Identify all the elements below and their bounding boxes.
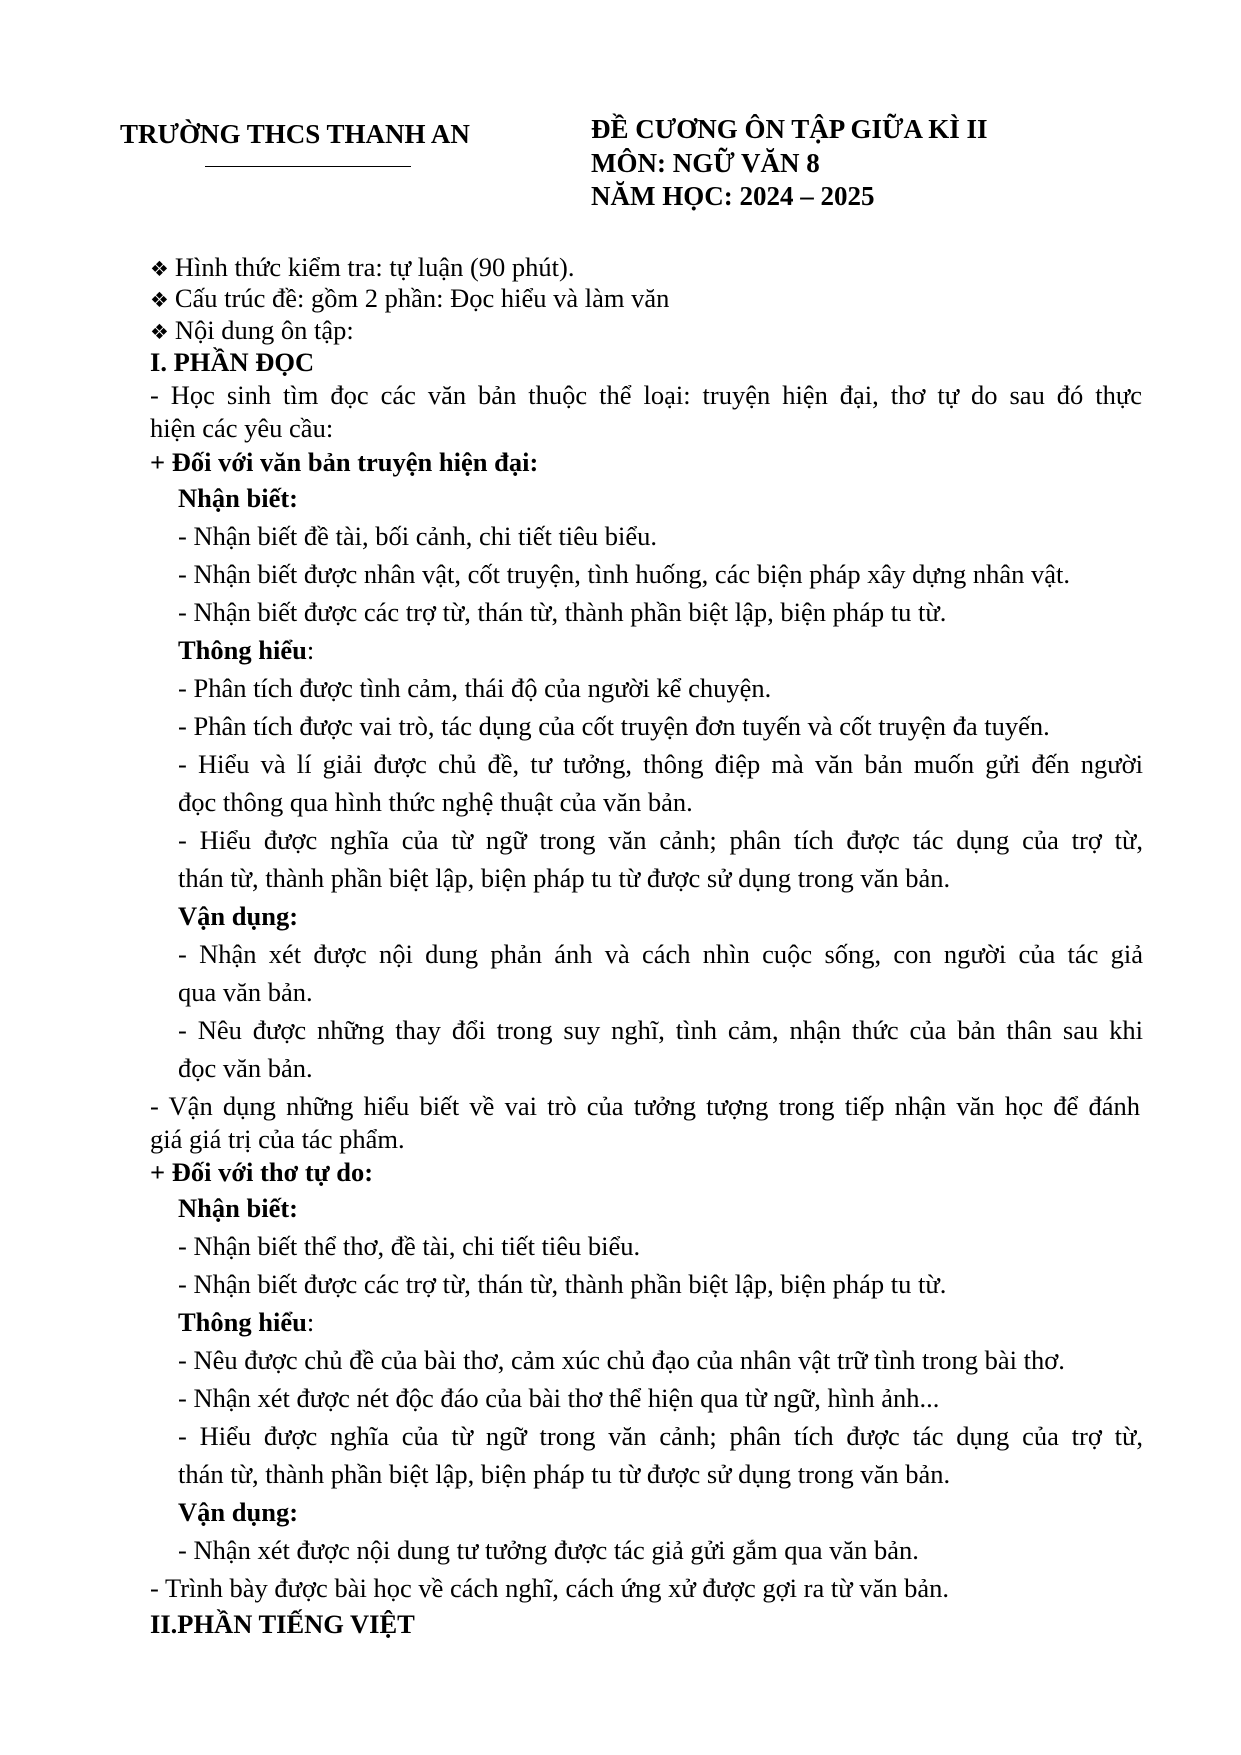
list-item: - Nêu được những thay đổi trong suy nghĩ, tình cảm, nhận thức của bản thân sau khi (178, 1015, 1143, 1045)
list-item: - Hiểu được nghĩa của từ ngữ trong văn cảnh; phân tích được tác dụng của trợ từ, (178, 825, 1143, 855)
subsection-heading: + Đối với văn bản truyện hiện đại: (150, 447, 539, 477)
list-item: - Nhận xét được nội dung phản ánh và cách nhìn cuộc sống, con người của tác giả (178, 939, 1143, 969)
level-heading: Thông hiểu: (178, 635, 315, 665)
paragraph-line: hiện các yêu cầu: (150, 413, 334, 443)
list-item: - Phân tích được tình cảm, thái độ của người kể chuyện. (178, 673, 772, 703)
list-item: - Nhận biết được các trợ từ, thán từ, thành phần biệt lập, biện pháp tu từ. (178, 597, 947, 627)
intro-item: ❖ Hình thức kiểm tra: tự luận (90 phút). (150, 252, 575, 282)
list-item: - Nhận xét được nét độc đáo của bài thơ thể hiện qua từ ngữ, hình ảnh... (178, 1383, 940, 1413)
list-item-continuation: đọc văn bản. (178, 1053, 313, 1083)
section-heading: II.PHẦN TIẾNG VIỆT (150, 1609, 415, 1639)
diamond-bullet-icon: ❖ (150, 288, 169, 312)
diamond-bullet-icon: ❖ (150, 257, 169, 281)
intro-item: ❖ Cấu trúc đề: gồm 2 phần: Đọc hiểu và làm văn (150, 283, 670, 313)
level-heading: Thông hiểu: (178, 1307, 315, 1337)
school-underline (205, 166, 411, 167)
paragraph-line: - Học sinh tìm đọc các văn bản thuộc thể loại: truyện hiện đại, thơ tự do sau đó thực (150, 380, 1142, 410)
list-item: - Nhận biết được các trợ từ, thán từ, thành phần biệt lập, biện pháp tu từ. (178, 1269, 947, 1299)
list-item: - Nhận biết thể thơ, đề tài, chi tiết tiêu biểu. (178, 1231, 641, 1261)
list-item: - Nhận biết được nhân vật, cốt truyện, tình huống, các biện pháp xây dựng nhân vật. (178, 559, 1070, 589)
list-item: - Phân tích được vai trò, tác dụng của cốt truyện đơn tuyến và cốt truyện đa tuyến. (178, 711, 1050, 741)
subject-line: MÔN: NGỮ VĂN 8 (591, 147, 820, 178)
paragraph-line: giá giá trị của tác phẩm. (150, 1124, 405, 1154)
list-item: - Hiểu được nghĩa của từ ngữ trong văn cảnh; phân tích được tác dụng của trợ từ, (178, 1421, 1143, 1451)
level-heading: Nhận biết: (178, 483, 299, 513)
section-heading: I. PHẦN ĐỌC (150, 347, 315, 377)
document-title-block (591, 113, 1151, 214)
document-title: ĐỀ CƯƠNG ÔN TẬP GIỮA KÌ II (591, 114, 988, 144)
list-item-continuation: thán từ, thành phần biệt lập, biện pháp tu từ được sử dụng trong văn bản. (178, 863, 951, 893)
list-item: - Nêu được chủ đề của bài thơ, cảm xúc chủ đạo của nhân vật trữ tình trong bài thơ. (178, 1345, 1065, 1375)
level-heading: Vận dụng: (178, 1497, 299, 1527)
list-item-continuation: thán từ, thành phần biệt lập, biện pháp tu từ được sử dụng trong văn bản. (178, 1459, 951, 1489)
level-heading: Nhận biết: (178, 1193, 299, 1223)
school-year-line: NĂM HỌC: 2024 – 2025 (591, 181, 875, 211)
paragraph-line: - Trình bày được bài học về cách nghĩ, cách ứng xử được gợi ra từ văn bản. (150, 1573, 949, 1603)
diamond-bullet-icon: ❖ (150, 320, 169, 344)
list-item: - Hiểu và lí giải được chủ đề, tư tưởng, thông điệp mà văn bản muốn gửi đến người (178, 749, 1143, 779)
list-item-continuation: qua văn bản. (178, 977, 313, 1007)
intro-item: ❖ Nội dung ôn tập: (150, 315, 354, 345)
level-heading: Vận dụng: (178, 901, 299, 931)
list-item: - Nhận xét được nội dung tư tưởng được tác giả gửi gắm qua văn bản. (178, 1535, 919, 1565)
paragraph-line: - Vận dụng những hiểu biết về vai trò của tưởng tượng trong tiếp nhận văn học để đánh (150, 1091, 1140, 1121)
subsection-heading: + Đối với thơ tự do: (150, 1157, 374, 1187)
list-item: - Nhận biết đề tài, bối cảnh, chi tiết tiêu biểu. (178, 521, 658, 551)
list-item-continuation: đọc thông qua hình thức nghệ thuật của văn bản. (178, 787, 693, 817)
school-name: TRƯỜNG THCS THANH AN (120, 119, 470, 149)
